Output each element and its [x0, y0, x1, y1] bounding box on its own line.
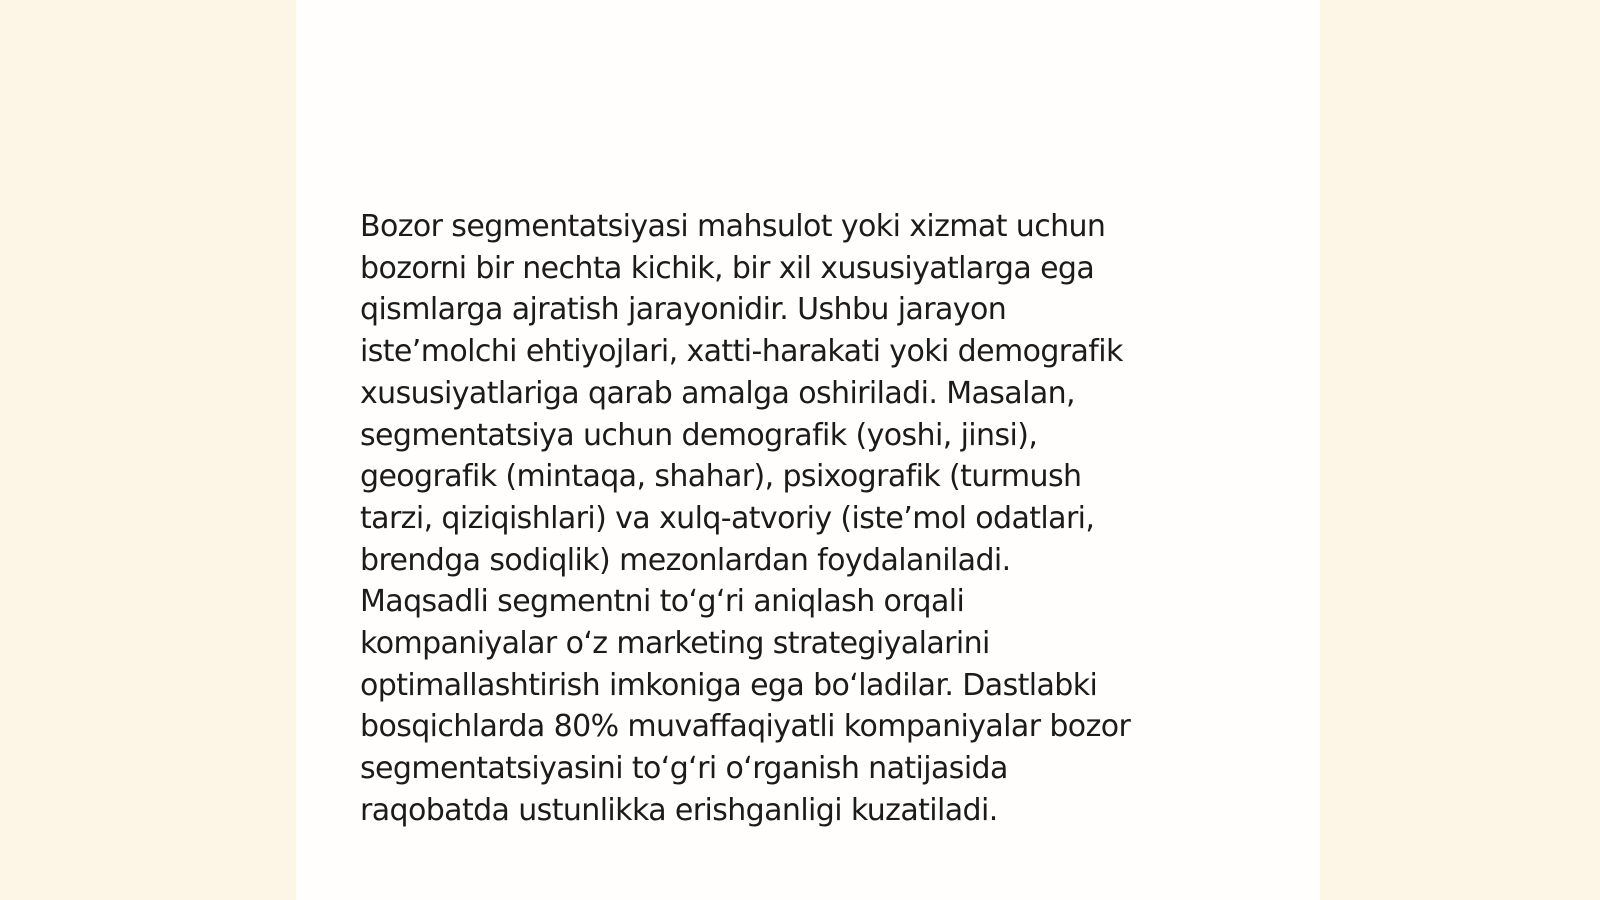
paragraph-line: segmentatsiya uchun demografik (yoshi, jinsi), — [360, 417, 1038, 453]
paragraph-line: segmentatsiyasini to‘g‘ri o‘rganish natijasida — [360, 751, 1008, 787]
paragraph-line: tarzi, qiziqishlari) va xulq-atvoriy (iste’mol odatlari, — [360, 500, 1095, 536]
paragraph-line: raqobatda ustunlikka erishganligi kuzatiladi. — [360, 792, 998, 828]
paragraph-line: qismlarga ajratish jarayonidir. Ushbu jarayon — [360, 292, 1007, 328]
paragraph-line: Bozor segmentatsiyasi mahsulot yoki xizmat uchun — [360, 209, 1106, 244]
paragraph-line: optimallashtirish imkoniga ega bo‘ladilar. Dastlabki — [360, 667, 1098, 703]
body-paragraph — [360, 206, 1260, 832]
paragraph-line: bosqichlarda 80% muvaffaqiyatli kompaniyalar bozor — [360, 709, 1131, 745]
paragraph-line: Maqsadli segmentni to‘g‘ri aniqlash orqali — [360, 584, 965, 620]
paragraph-line: geografik (mintaqa, shahar), psixografik (turmush — [360, 459, 1082, 495]
paragraph-line: xususiyatlariga qarab amalga oshiriladi. Masalan, — [360, 375, 1075, 411]
paragraph-line: bozorni bir nechta kichik, bir xil xususiyatlarga ega — [360, 250, 1095, 286]
paragraph-line: brendga sodiqlik) mezonlardan foydalaniladi. — [360, 542, 1011, 578]
paragraph-line: kompaniyalar o‘z marketing strategiyalarini — [360, 626, 990, 662]
paragraph-line: iste’molchi ehtiyojlari, xatti-harakati yoki demografik — [360, 334, 1123, 370]
document-page — [296, 0, 1320, 900]
